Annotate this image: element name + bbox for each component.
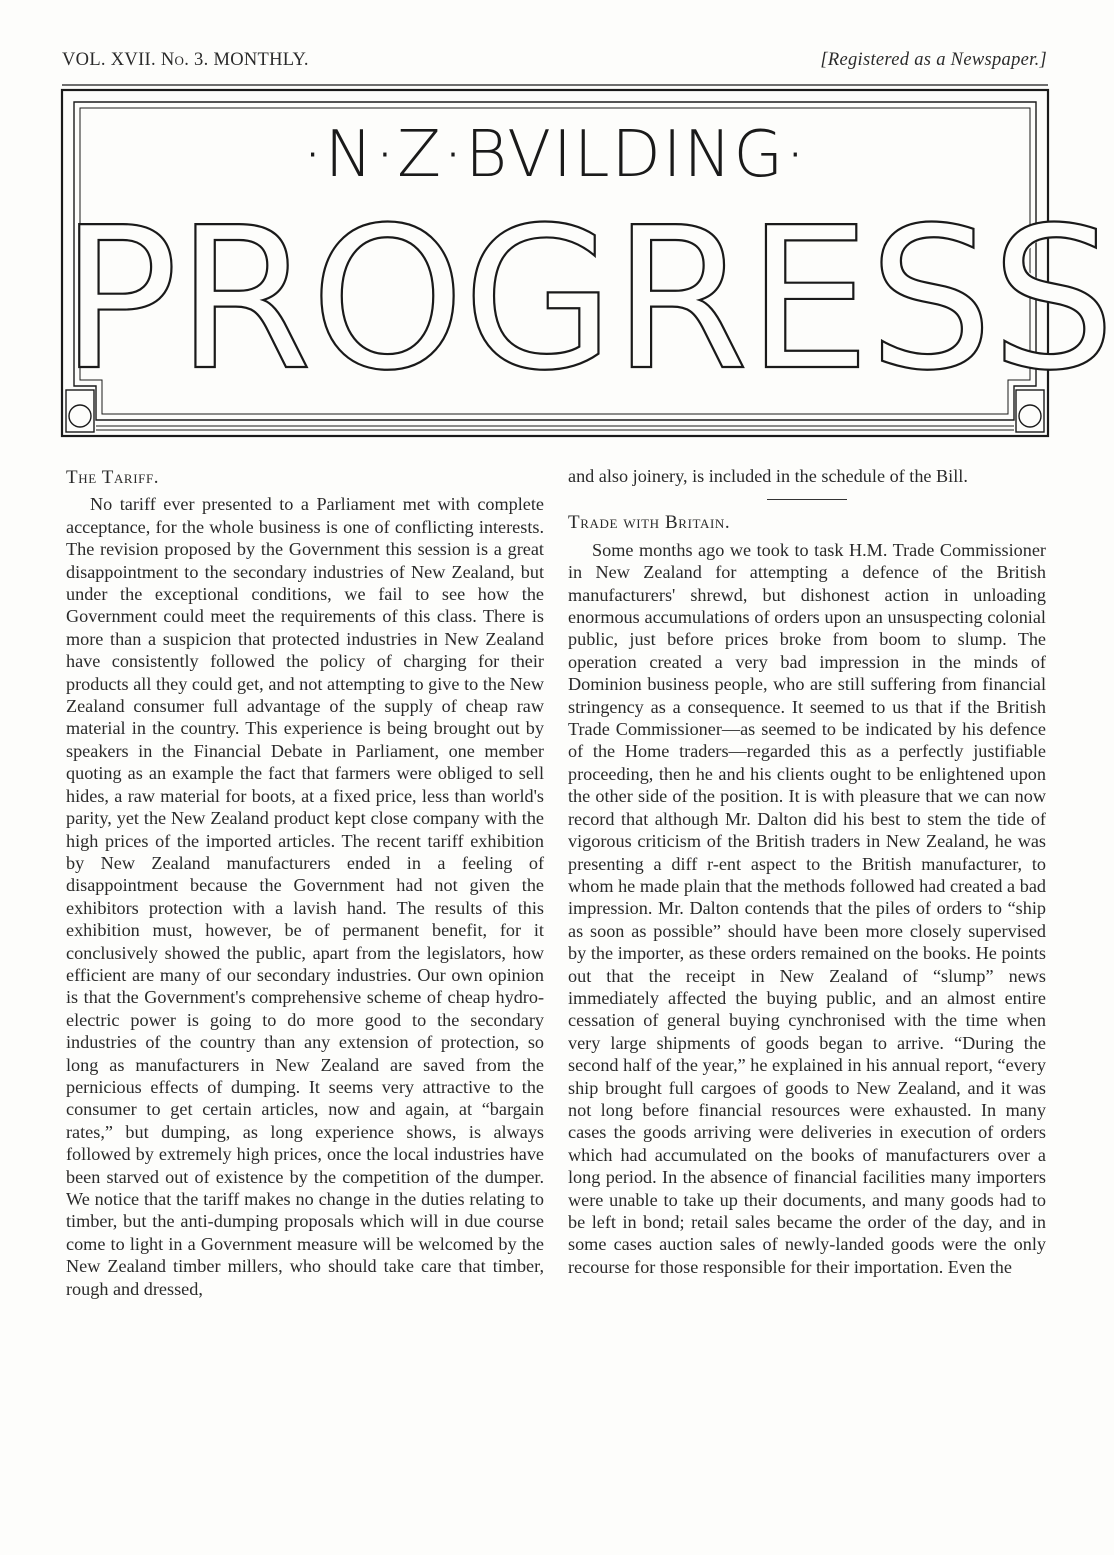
- article-body-tariff: No tariff ever presented to a Parliament met with complete acceptance, for the whole business is one of conflicting interests. The revision proposed by the Government this session is a great disappointment to the secondary industries of New Zealand, but under the exceptional conditions, we fail to see how the Government could meet the requirements of this class. There is more than a suspicion that protected industries in New Zealand have consistently followed the policy of charging for their products all they could get, and not attempting to give to the New Zealand consumer full advantage of the supply of cheap raw material in the country. This experience is being brought out by speakers in the Financial Debate in Parliament, one member quoting as an example the fact that farmers were obliged to sell hides, a raw material for boots, at a fixed price, less than world's parity, yet the New Zealand product kept close company with the high prices of the imported articles. The recent tariff exhibition by New Zealand manufacturers ended in a feeling of disappointment because the Government had not given the exhibitors protection with a lavish hand. The results of this exhibition must, however, be of permanent benefit, for it conclusively showed the public, apart from the legislators, how efficient are many of our secondary industries. Our own opinion is that the Government's comprehensive scheme of cheap hydro-electric power is going to do more good to the secondary industries of the country than any extension of protection, so long as manufacturers in New Zealand are saved from the pernicious effects of dumping. It seems very attractive to the consumer to get certain articles, now and again, at “bargain rates,” but dumping, as long experience shows, is always followed by extremely high prices, once the local industries have been starved out of existence by the competition of the dumper. We notice that the tariff makes no change in the duties relating to timber, but the anti-dumping proposals which will in due course come to light in a Government measure will be welcomed by the New Zealand timber millers, who should take care that timber, rough and dressed,: [66, 494, 544, 1299]
- section-divider: [767, 499, 847, 500]
- volume-info: VOL. XVII. No. 3. MONTHLY.: [62, 50, 309, 70]
- article-heading-tariff: The Tariff.: [66, 467, 160, 488]
- column-left: [66, 465, 544, 1300]
- article-body-trade: Some months ago we took to task H.M. Trade Commissioner in New Zealand for attempting a defence of the British manufacturers' shrewd, but dishonest action in unloading enormous accumulations of orders upon an unsuspecting colonial public, just before prices broke from boom to slump. The operation created a very bad impression in the minds of Dominion business people, who are still suffering from financial stringency as a consequence. It seemed to us that if the British Trade Commissioner—as seemed to be indicated by his defence of the Home traders—regarded this as a perfectly justifiable proceeding, then he and his clients ought to be enlightened upon the other side of the position. It is with pleasure that we can now record that although Mr. Dalton did his best to stem the tide of vigorous criticism of the British traders in New Zealand, he was presenting a diff r-ent aspect to the British manufacturer, to whom he made plain that the methods followed had created a bad impression. Mr. Dalton contends that the piles of orders to “ship as soon as possible” should have been more closely supervised by the importer, as these orders remained on the books. He points out that the receipt in New Zealand of “slump” news immediately affected the buying public, and an almost entire cessation of general buying cynchronised with the time when very large shipments of goods began to arrive. “During the second half of the year,” he explained in his annual report, “every ship brought full cargoes of goods to New Zealand, and it was not long before financial resources were exhausted. In many cases the goods arriving were deliveries in execution of orders which had accumulated on the books of manufacturers over a long period. In the absence of financial facilities many importers were unable to take up their documents, and many goods had to be left in bond; retail sales became the order of the day, and in some cases auction sales of newly-landed goods were the only recourse for those responsible for their importation. Even the: [568, 539, 1046, 1277]
- running-header: [62, 50, 1047, 71]
- article-heading-trade: Trade with Britain.: [568, 512, 731, 534]
- registered-note: [Registered as a Newspaper.]: [820, 50, 1047, 70]
- column-right: [568, 465, 1046, 1278]
- masthead: [60, 80, 1114, 442]
- article-continuation-tariff: and also joinery, is included in the schedule of the Bill.: [568, 466, 968, 486]
- masthead-title-top: ·N·Z·BVILDING·: [302, 118, 808, 192]
- masthead-title-main: PROGRESS: [60, 186, 1114, 414]
